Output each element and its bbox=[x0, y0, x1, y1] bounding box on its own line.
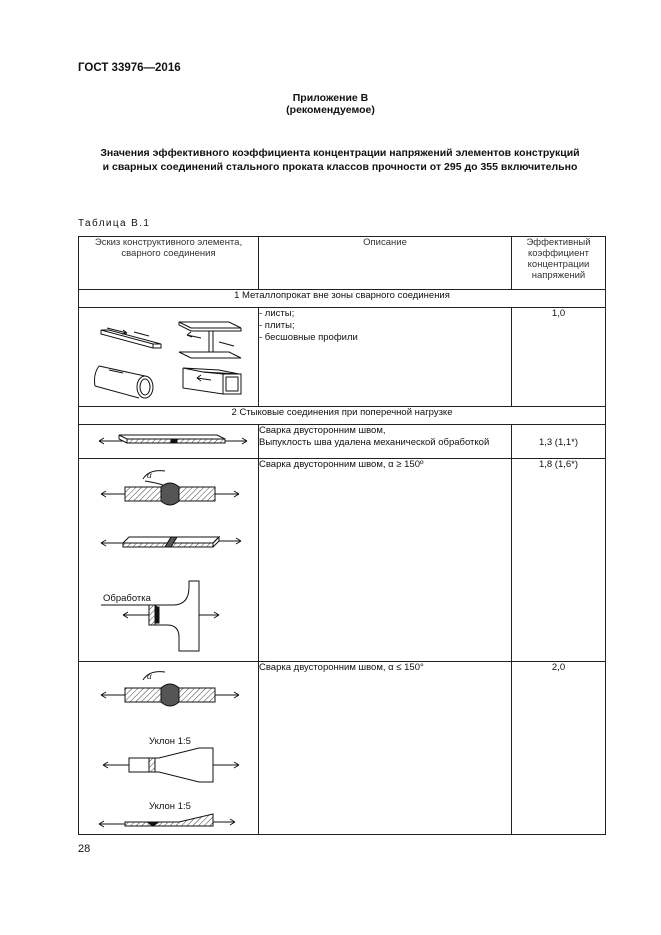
page-title-line-2: и сварных соединений стального проката классов прочности от 295 до 355 включительно bbox=[102, 161, 578, 173]
table-caption: Таблица В.1 bbox=[78, 218, 151, 229]
document-header: ГОСТ 33976—2016 bbox=[78, 62, 181, 74]
col-header-coef-line-4: напряжений bbox=[531, 270, 586, 281]
page-title bbox=[60, 146, 620, 174]
alpha-label: α bbox=[147, 671, 152, 681]
table-row bbox=[79, 425, 606, 459]
slope-label-2: Уклон 1:5 bbox=[149, 801, 191, 812]
row-2-coefficient: 1,3 (1,1*) bbox=[512, 425, 606, 459]
row-4-description: Сварка двусторонним швом, α ≤ 150° bbox=[259, 662, 512, 835]
col-header-coef-line-2: коэффициент bbox=[528, 248, 589, 259]
row-2-description-line-1: Сварка двусторонним швом, bbox=[259, 425, 386, 436]
table-row bbox=[79, 308, 606, 407]
page-number: 28 bbox=[78, 843, 91, 855]
sketch-butt-weld-alpha-ge-150 bbox=[79, 459, 259, 662]
transition-weld-sketch bbox=[79, 662, 259, 834]
row-1-description bbox=[259, 308, 512, 407]
row-3-description: Сварка двусторонним швом, α ≥ 150º bbox=[259, 459, 512, 662]
page-title-line-1: Значения эффективного коэффициента концентрации напряжений элементов конструкций bbox=[100, 147, 580, 159]
list-item: - бесшовные профили bbox=[259, 332, 358, 343]
col-header-sketch-line-2: сварного соединения bbox=[121, 248, 216, 259]
table-header-row bbox=[79, 237, 606, 290]
col-header-sketch-line-1: Эскиз конструктивного элемента, bbox=[94, 237, 243, 248]
list-item: - плиты; bbox=[259, 320, 295, 331]
section-2-label: 2 Стыковые соединения при поперечной нагрузке bbox=[79, 407, 606, 425]
appendix-title: Приложение В bbox=[292, 92, 369, 104]
row-1-coefficient: 1,0 bbox=[512, 308, 606, 407]
table-row bbox=[79, 459, 606, 662]
col-header-coef-line-1: Эффективный bbox=[526, 237, 591, 248]
col-header-coef-line-3: концентрации bbox=[527, 259, 590, 270]
row-4-coefficient: 2,0 bbox=[512, 662, 606, 835]
list-item: - листы; bbox=[259, 308, 295, 319]
appendix-subtitle: (рекомендуемое) bbox=[286, 104, 375, 116]
section-row bbox=[79, 290, 606, 308]
sketch-butt-weld-alpha-le-150 bbox=[79, 662, 259, 835]
row-2-description-line-2: Выпуклость шва удалена механической обработкой bbox=[259, 437, 490, 448]
row-2-description bbox=[259, 425, 512, 459]
slope-label-1: Уклон 1:5 bbox=[149, 736, 191, 747]
col-header-sketch bbox=[79, 237, 259, 290]
processing-label: Обработка bbox=[103, 593, 151, 604]
table-row bbox=[79, 662, 606, 835]
sketch-machined-butt-weld bbox=[79, 425, 259, 459]
coefficient-table bbox=[78, 236, 606, 835]
row-3-coefficient: 1,8 (1,6*) bbox=[512, 459, 606, 662]
section-row bbox=[79, 407, 606, 425]
butt-weld-sketch bbox=[79, 459, 259, 661]
rolled-metal-sketch bbox=[79, 308, 259, 406]
sketch-rolled-metal bbox=[79, 308, 259, 407]
alpha-label: α bbox=[147, 470, 152, 480]
col-header-coefficient bbox=[512, 237, 606, 290]
section-1-label: 1 Металлопрокат вне зоны сварного соединения bbox=[79, 290, 606, 308]
machined-weld-sketch bbox=[79, 425, 259, 458]
col-header-description: Описание bbox=[259, 237, 512, 290]
